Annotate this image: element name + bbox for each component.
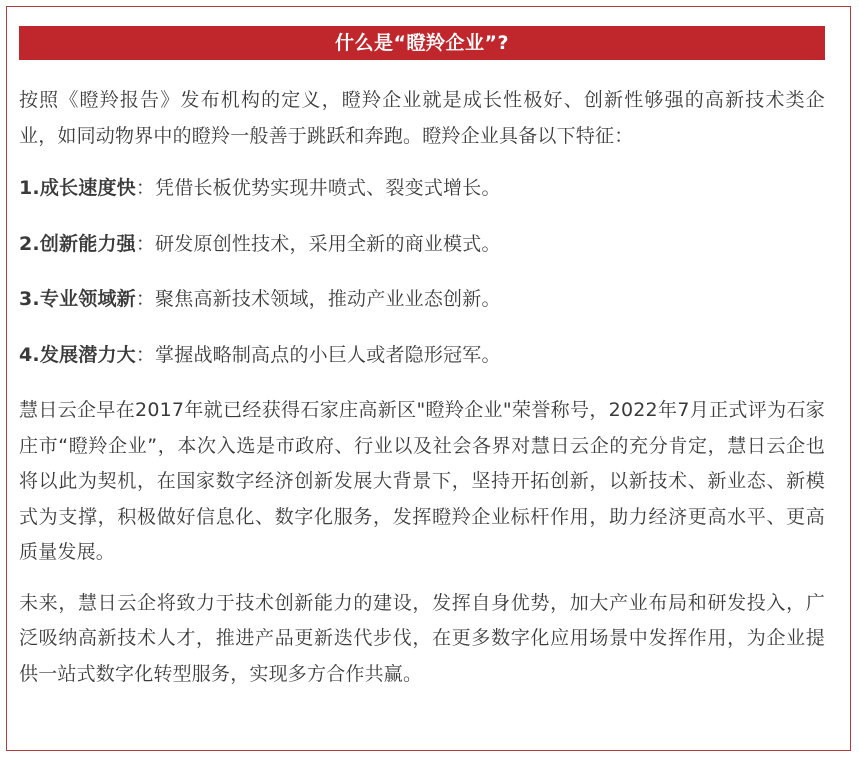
feature-item-1 (19, 171, 825, 207)
feature-title: 4.发展潜力大 (19, 343, 136, 366)
feature-item-3 (19, 282, 825, 318)
feature-description: 聚焦高新技术领域，推动产业业态创新。 (155, 288, 501, 310)
feature-description: 凭借长板优势实现井喷式、裂变式增长。 (155, 177, 501, 199)
feature-title: 2.创新能力强 (19, 232, 136, 255)
intro-paragraph: 按照《瞪羚报告》发布机构的定义，瞪羚企业就是成长性极好、创新性够强的高新技术类企业，如同动物界中的瞪羚一般善于跳跃和奔跑。瞪羚企业具备以下特征： (19, 89, 825, 147)
feature-item-4 (19, 338, 825, 374)
honor-paragraph: 慧日云企早在2017年就已经获得石家庄高新区"瞪羚企业"荣誉称号，2022年7月正式评为石家庄市“瞪羚企业”，本次入选是市政府、行业以及社会各界对慧日云企的充分肯定，慧日云企也将以此为契机，在国家数字经济创新发展大背景下，坚持开拓创新，以新技术、新业态、新模式为支撑，积极做好信息化、数字化服务，发挥瞪羚企业标杆作用，助力经济更高水平、更高质量发展。 (19, 399, 825, 563)
feature-title: 1.成长速度快 (19, 177, 136, 199)
feature-separator: ： (135, 232, 156, 255)
feature-description: 研发原创性技术，采用全新的商业模式。 (155, 232, 501, 255)
article-body (19, 83, 825, 709)
section-title-banner: 什么是“瞪羚企业”? (19, 26, 825, 60)
feature-separator: ： (135, 343, 156, 366)
feature-description: 掌握战略制高点的小巨人或者隐形冠军。 (155, 343, 501, 366)
feature-item-2 (19, 227, 825, 263)
feature-separator: ： (135, 288, 156, 310)
feature-title: 3.专业领域新 (19, 288, 136, 310)
future-paragraph: 未来，慧日云企将致力于技术创新能力的建设，发挥自身优势，加大产业布局和研发投入，广泛吸纳高新技术人才，推进产品更新迭代步伐，在更多数字化应用场景中发挥作用，为企业提供一站式数字化转型服务，实现多方合作共赢。 (19, 591, 825, 685)
feature-separator: ： (135, 177, 156, 199)
